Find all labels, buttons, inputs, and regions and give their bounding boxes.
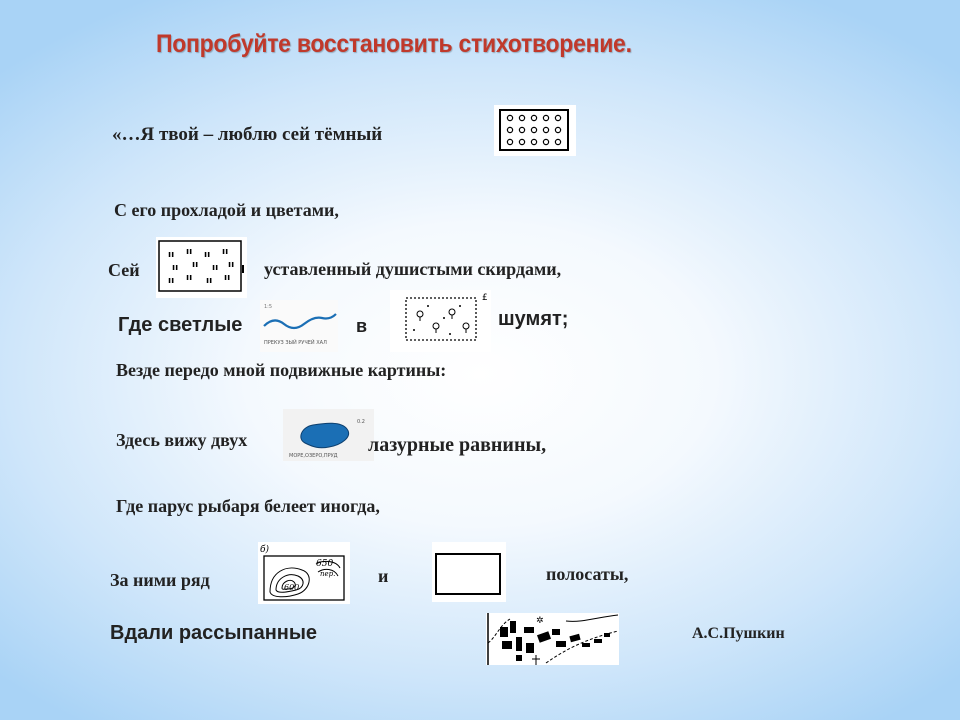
- meadow-symbol: [156, 237, 247, 298]
- svg-text:650: 650: [316, 559, 334, 569]
- lake-caption: МОРЕ,ОЗЕРО,ПРУД: [289, 453, 338, 459]
- stream-symbol: [260, 300, 338, 352]
- svg-text:ıı: ıı: [222, 247, 229, 257]
- svg-text:✲: ✲: [536, 616, 544, 626]
- field-symbol: [432, 542, 506, 602]
- svg-text:ıı: ıı: [172, 263, 179, 273]
- stream-caption: ПРЕКУЗ ЗЫЙ РУЧЕЙ ХАЛ: [264, 340, 327, 346]
- poem-line-8-start: За ними ряд: [110, 570, 210, 590]
- svg-text:ıı: ıı: [186, 273, 193, 283]
- svg-text:пер.: пер.: [320, 570, 336, 578]
- poem-line-7: Где парус рыбаря белеет иногда,: [116, 496, 380, 516]
- svg-text:ıı: ıı: [228, 260, 235, 270]
- poem-line-1: «…Я твой – люблю сей тёмный: [112, 124, 383, 145]
- poem-line-3-start: Сей: [108, 260, 140, 280]
- svg-text:ıı: ıı: [212, 263, 219, 273]
- poem-line-8-end: полосаты,: [546, 564, 629, 584]
- page-title: Попробуйте восстановить стихотворение.: [156, 30, 632, 58]
- svg-text:ıı: ıı: [192, 260, 199, 270]
- poem-line-9: Вдали рассыпанные: [110, 622, 318, 644]
- svg-text:£: £: [482, 293, 488, 303]
- poem-line-4-mid: в: [356, 316, 368, 336]
- lake-symbol: [283, 409, 374, 461]
- poem-line-4-start: Где светлые: [118, 314, 243, 336]
- grove-symbol: [390, 290, 491, 352]
- hills-symbol: [258, 542, 350, 604]
- svg-text:ıı: ıı: [224, 273, 231, 283]
- author-signature: А.С.Пушкин: [692, 625, 785, 642]
- poem-line-5: Везде передо мной подвижные картины:: [116, 360, 447, 380]
- poem-line-6-end: лазурные равнины,: [368, 434, 547, 456]
- garden-symbol: [494, 105, 576, 156]
- svg-text:ıı: ıı: [168, 276, 175, 286]
- svg-text:600: 600: [284, 583, 300, 592]
- svg-text:0.2: 0.2: [357, 419, 365, 425]
- poem-line-3-end: уставленный душистыми скирдами,: [264, 259, 562, 279]
- svg-text:ıı: ıı: [206, 276, 213, 286]
- poem-line-8-mid: и: [378, 566, 389, 586]
- svg-text:ıı: ıı: [168, 250, 175, 260]
- poem-line-2: С его прохладой и цветами,: [114, 200, 339, 220]
- svg-text:1:5: 1:5: [264, 304, 273, 310]
- svg-text:ıı: ıı: [204, 250, 211, 260]
- svg-text:б): б): [260, 545, 270, 555]
- village-symbol: [486, 613, 619, 665]
- poem-line-6-start: Здесь вижу двух: [116, 430, 248, 450]
- svg-text:ıı: ıı: [186, 247, 193, 257]
- poem-line-4-end: шумят;: [498, 308, 569, 330]
